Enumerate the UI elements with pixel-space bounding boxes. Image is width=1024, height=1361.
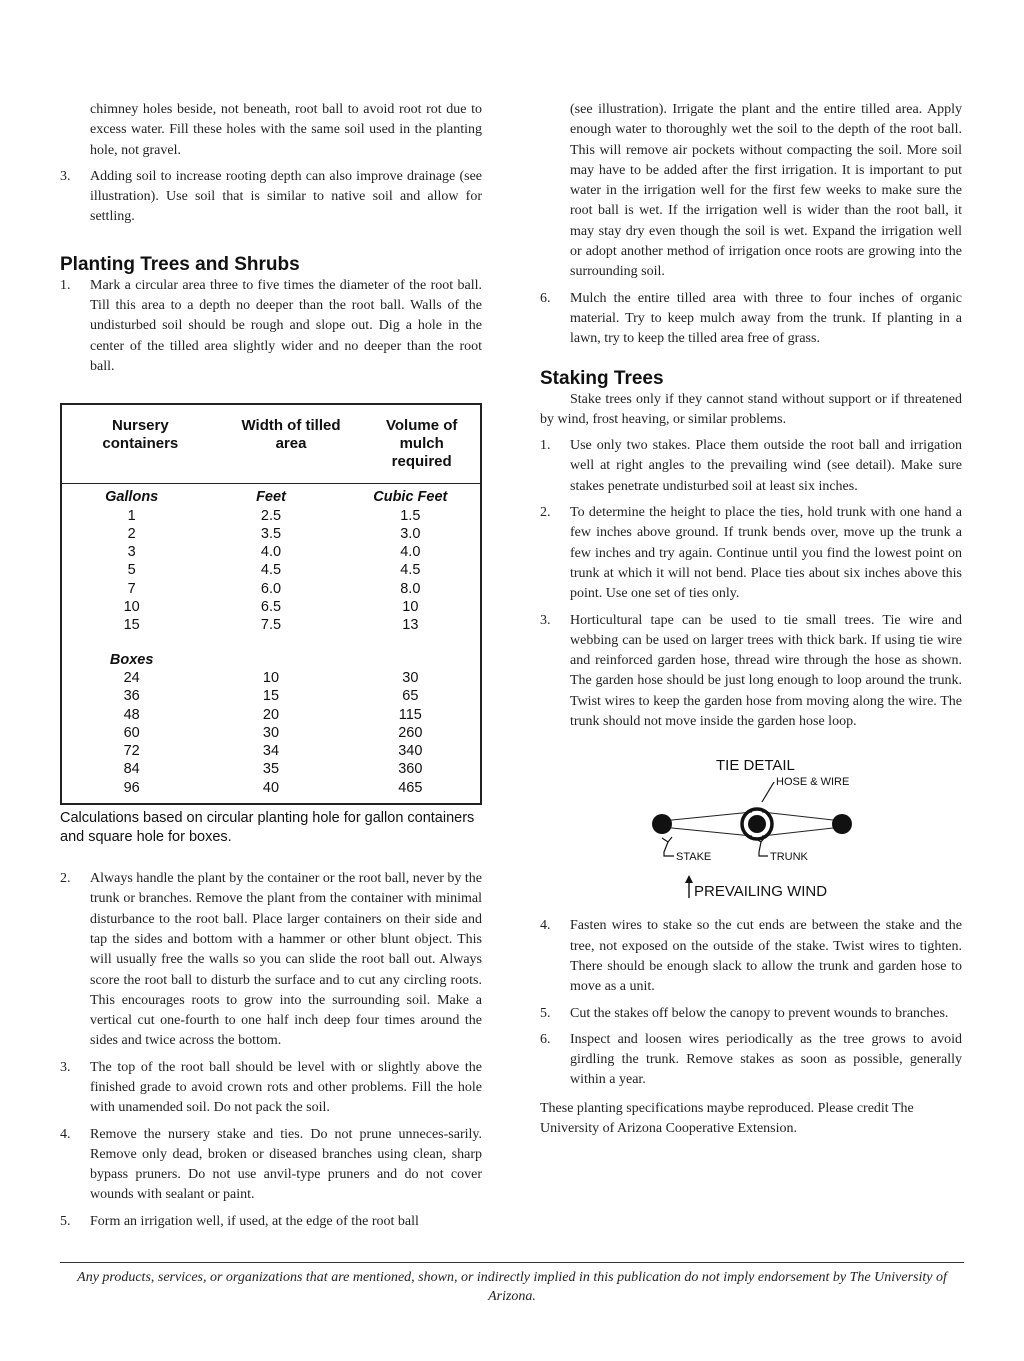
table-row [62,742,480,760]
table-cell: 2 [127,525,136,542]
mulch-list [540,289,962,350]
item-text: Remove the nursery stake and ties. Do not prune unneces-sarily. Remove only dead, broken or diseased branches using clean, sharp bypass pruners. Do not use anvil-type pruners and do not cover wounds with sealant or paint. [90,1126,482,1203]
prevailing-wind-label: PREVAILING WIND [694,883,828,901]
table-cell: 35 [262,761,280,778]
table-cell: 15 [262,688,280,705]
list-item [540,1030,962,1091]
item-number: 5. [60,1213,71,1229]
item-text: To determine the height to place the ties, hold trunk with one hand a few inches above ground. If trunk bends over, move up the trunk a few inches and try again. Continue until you find the lowest point on trunk at which it will not bend. Place ties about six inches above this point. Use one set of ties only. [570,505,962,602]
list-item [540,289,962,350]
wire-line [662,827,752,836]
table-row [62,687,480,705]
table-cell: 36 [123,688,140,705]
table-row [62,507,480,525]
item-text: Form an irrigation well, if used, at the edge of the root ball [90,1213,419,1229]
table-cell: 3 [127,544,136,561]
section-heading-staking: Staking Trees [540,367,664,389]
item-text: The top of the root ball should be level with or slightly above the finished grade to avoid crown rots and other problems. Fill the hole with unamended soil. Do not pack the soil. [90,1059,482,1116]
table-cell: 6.5 [260,599,282,616]
item-number: 3. [60,1059,71,1075]
trunk-label: TRUNK [770,851,808,864]
list-item [60,869,482,1052]
table-row [62,616,480,634]
table-cell: 360 [398,761,423,778]
table-body [62,484,480,803]
table-row [62,580,480,598]
item-text: Inspect and loosen wires periodically as the tree grows to avoid girdling the trunk. Remove stakes as soon as possible, generally within a year. [570,1031,962,1088]
table-cell: 4.0 [260,544,282,561]
table-cell: 7.5 [260,617,282,634]
continued-paragraph: (see illustration). Irrigate the plant and the entire tilled area. Apply enough water to thoroughly wet the soil to the depth of the root ball. This will remove air pockets without compacting the soil. More soil may have to be added after the first irrigation. It is important to put water in the irrigation well for the first few weeks to make sure the root ball is wet. If the irrigation well is wider than the root ball, it may stay dry even though the soil is wet. Expand the irrigation well or adopt another method of irrigation once roots are growing into the surrounding soil. [570,102,962,280]
list-item [540,611,962,733]
table-cell: 84 [123,761,140,778]
table-cell: 13 [402,617,419,634]
wind-arrow-head [685,875,693,883]
table-cell: 3.5 [260,525,282,542]
table-cell: 1 [127,507,136,524]
table-cell: 10 [402,599,419,616]
table-cell: 24 [123,669,140,686]
wire-line [762,827,842,836]
trunk-pointer [759,842,768,856]
table-header [62,405,480,484]
table-row [62,598,480,616]
stake-pointer [664,842,674,856]
table-row: Boxes [109,651,154,668]
table-cell: 2.5 [260,507,282,524]
list-item [540,916,962,997]
credit-note: These planting specifications maybe reproduced. Please credit The University of Arizona Cooperative Extension. [540,1100,914,1136]
table-cell: 30 [262,724,280,741]
table-cell: 30 [402,669,419,686]
item-number: 4. [60,1126,71,1142]
footer-divider [60,1262,964,1263]
section-heading-planting: Planting Trees and Shrubs [60,253,300,275]
stake-label: STAKE [676,851,712,864]
table-cell: 6.0 [260,580,282,597]
list-item [60,1058,482,1119]
table-cell: 96 [123,779,140,796]
list-item [540,503,962,604]
table-cell: 115 [398,706,422,723]
item-text: Mulch the entire tilled area with three to four inches of organic material. Try to keep mulch away from the trunk. If planting in a lawn, try to keep the tilled area free of grass. [570,290,962,347]
column-header: Volume of mulch required [385,417,458,471]
item-number: 3. [540,612,551,628]
list-item: 3. Adding soil to increase rooting depth can also improve drainage (see illustration). Use soil that is similar to native soil and allow for settling. [60,168,482,225]
table-cell: 72 [123,743,140,760]
list-item [540,436,962,497]
table-cell: 10 [123,599,140,616]
staking-list [540,436,962,732]
table-row [62,760,480,778]
stake-left [652,814,672,834]
table-cell: 34 [262,743,280,760]
table-cell: 4.5 [400,562,421,579]
item-text: Horticultural tape can be used to tie small trees. Tie wire and webbing can be used on larger trees with thick bark. If using tie wire and reinforced garden hose, thread wire through the hose as shown. The garden hose should be just long enough to loop around the trunk. Twist wires to keep the garden hose from moving along the wire. The trunk should not move inside the garden hose loop. [570,612,962,730]
item-number: 2. [60,871,71,887]
post-list [60,869,482,1232]
column-header: Nursery containers [102,417,179,453]
item-number: 1. [540,438,551,454]
left-column [60,100,482,1232]
item-number: 6. [540,290,551,306]
table-row [62,543,480,561]
column-header: Width of tilled area [241,417,341,453]
item-text: Fasten wires to stake so the cut ends are between the stake and the tree, not exposed on the outside of the stake. Twist wires to tighten. There should be enough slack to allow the trunk and garden hose to move as a unit. [570,918,962,995]
item-number: 2. [540,505,551,521]
item-text: Always handle the plant by the container or the root ball, never by the trunk or branches. Remove the plant from the container with minimal disturbance to the root ball. Place larger containers on their side and tap the sides and bottom with a hammer or other blunt object. This will usually free the walls so you can slide the root ball out. Always score the root ball to disturb the surface and to cut any circling roots. This encourages roots to grow into the surrounding soil. Make a vertical cut one-fourth to one half inch deep four times around the sides and twice across the bottom. [90,871,482,1049]
table-cell: 10 [262,669,280,686]
table-cell: 260 [398,724,423,741]
continued-paragraph: chimney holes beside, not beneath, root ball to avoid root rot due to excess water. Fill these holes with the same soil used in the planting hole, not gravel. [90,102,482,158]
tie-detail-illustration [540,754,962,904]
tie-detail-svg [540,754,962,904]
table-row [62,706,480,724]
list-item: 1. Mark a circular area three to five times the diameter of the root ball. Till this area to a depth no deeper than the root ball. Walls of the undisturbed soil should be rough and slope out. Dig a hole in the center of the tilled area slightly wider and no deeper than the root ball. [60,277,482,374]
table-cell: 5 [127,562,136,579]
trunk [748,815,766,833]
pre-list [60,167,482,228]
table-row [62,525,480,543]
table-row [62,724,480,742]
item-number: 6. [540,1031,551,1047]
table-cell: 20 [262,706,280,723]
table-cell: 8.0 [400,580,421,597]
table-row [62,779,480,797]
item-number: 4. [540,918,551,934]
wire-line [662,812,752,821]
table-cell: 40 [262,779,280,796]
table-cell: 4.5 [260,562,282,579]
stake-right [832,814,852,834]
table-cell: 7 [127,580,136,597]
list-item [60,1125,482,1206]
table-cell: 4.0 [400,544,421,561]
table-cell: 48 [123,706,140,723]
table-cell: 15 [123,617,140,634]
right-column [540,100,962,1139]
mulch-table [60,403,482,805]
table-row: Gallons Feet Cubic Feet [105,489,448,506]
table-cell: 1.5 [400,507,421,524]
table-cell: 465 [398,779,423,796]
table-cell: 60 [123,724,140,741]
list-item [60,1212,482,1232]
list-item [540,1004,962,1024]
hose-pointer [762,782,774,802]
hose-wire-label: HOSE & WIRE [776,776,850,789]
table-cell: 3.0 [400,525,421,542]
item-text: Use only two stakes. Place them outside the root ball and irrigation well at right angles to the prevailing wind (see detail). Make sure stakes penetrate undisturbed soil at least six inches. [570,438,962,494]
staking-list-continued [540,916,962,1090]
table-row [62,669,480,687]
wire-line [762,812,842,821]
item-text: Cut the stakes off below the canopy to prevent wounds to branches. [570,1005,949,1021]
item-number: 5. [540,1005,551,1021]
tie-detail-title: TIE DETAIL [716,757,795,775]
staking-intro: Stake trees only if they cannot stand without support or if threatened by wind, frost heaving, or similar problems. [540,391,962,427]
gallon-rows [62,507,480,635]
footer-disclaimer: Any products, services, or organizations that are mentioned, shown, or indirectly implied in this publication do not imply endorsement by The University of Arizona. [77,1270,947,1304]
planting-list [60,276,482,377]
table-caption: Calculations based on circular planting hole for gallon containers and square hole for boxes. [60,810,475,846]
table-row [62,561,480,579]
box-rows [62,669,480,797]
table-cell: 340 [398,743,423,760]
table-cell: 65 [402,688,419,705]
